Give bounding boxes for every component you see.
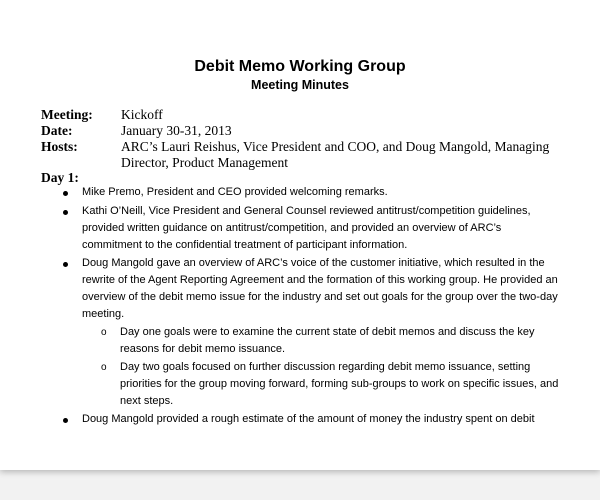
sub-list-item: Day one goals were to examine the current state of debit memos and discuss the key reasons for debit memo issuance. [120, 326, 535, 355]
list-item: Doug Mangold gave an overview of ARC’s voice of the customer initiative, which resulted in the rewrite of the Agent Reporting Agreement and the formation of this working group. He provided an overview of the debit memo issue for the industry and set out goals for the group over the two-day meeting. [82, 257, 558, 320]
list-item: Kathi O’Neill, Vice President and General Counsel reviewed antitrust/competition guidelines, provided written guidance on antitrust/competition, and provided an overview of ARC’s commitment to the confidential treatment of participant information. [82, 205, 531, 251]
date-label: Date: [41, 123, 73, 138]
document-title: Debit Memo Working Group [194, 58, 406, 75]
day-1-heading: Day 1: [41, 170, 79, 185]
hosts-value: ARC’s Lauri Reishus, Vice President and COO, and Doug Mangold, Managing Director, Product Management [121, 139, 550, 170]
meeting-value: Kickoff [121, 107, 163, 122]
bullet-icon [63, 262, 68, 267]
sub-bullet-icon: o [101, 362, 107, 373]
list-item: Mike Premo, President and CEO provided welcoming remarks. [82, 186, 388, 198]
sub-bullet-icon: o [101, 327, 107, 338]
bullet-icon [63, 210, 68, 215]
list-item: Doug Mangold provided a rough estimate of the amount of money the industry spent on debit [82, 413, 535, 425]
bullet-icon [63, 418, 68, 423]
meeting-label: Meeting: [41, 107, 93, 122]
document-subtitle: Meeting Minutes [251, 78, 349, 92]
bullet-icon [63, 191, 68, 196]
sub-list-item: Day two goals focused on further discussion regarding debit memo issuance, setting priorities for the group moving forward, forming sub-groups to work on specific issues, and next steps. [120, 361, 559, 407]
hosts-label: Hosts: [41, 139, 78, 154]
date-value: January 30-31, 2013 [121, 123, 232, 138]
